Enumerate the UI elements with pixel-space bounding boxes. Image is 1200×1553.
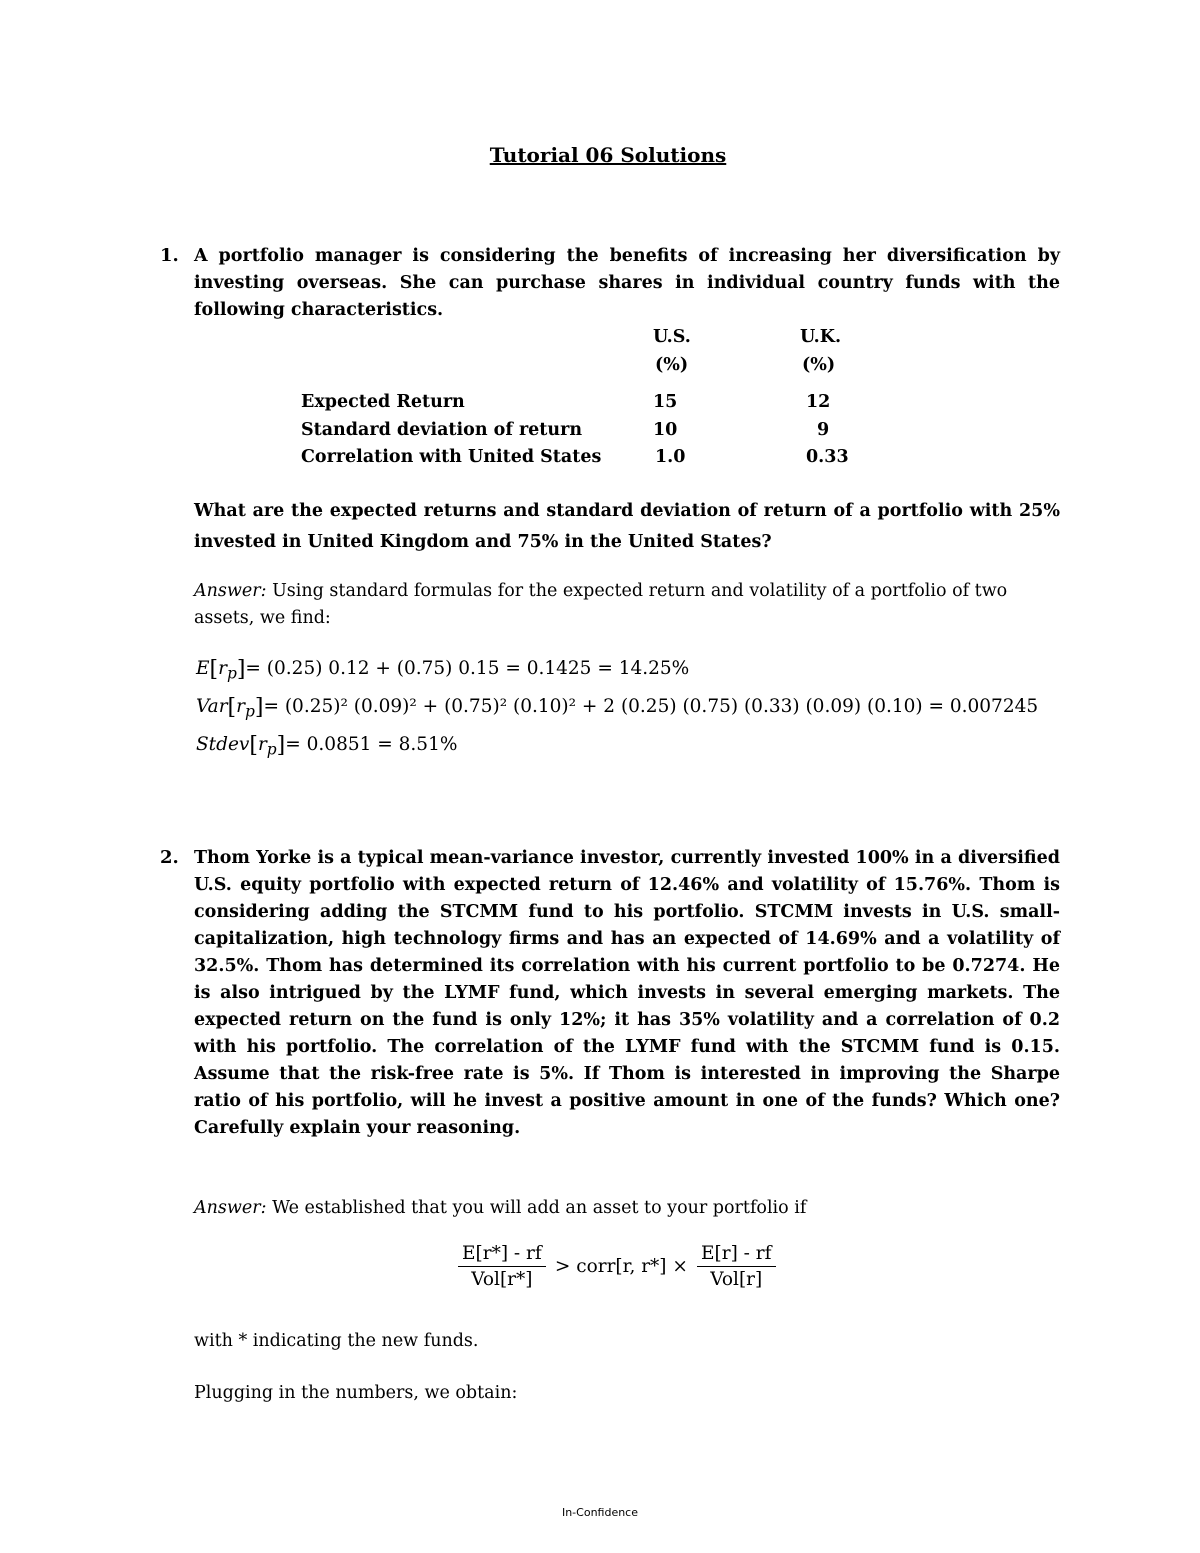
- table-cell-us: 10: [653, 420, 678, 440]
- question-1-prompt: What are the expected returns and standard deviation of return of a portfolio with 25% invested in United Kingdom and 75% in the United States?: [194, 501, 1060, 552]
- eq-rhs: = (0.25) 0.12 + (0.75) 0.15 = 0.1425 = 14.25%: [245, 658, 690, 679]
- formula-right-fraction: $\frac{E[r] - rf}{\text{Vol[r]}}$: [697, 1243, 776, 1290]
- formula-middle: > corr[r, r*] ×: [554, 1256, 688, 1277]
- page-title: Tutorial 06 Solutions: [489, 143, 727, 167]
- table-header-us: U.S.: [653, 327, 691, 347]
- table-row-label: Standard deviation of return: [301, 420, 583, 440]
- table-unit-us: (%): [655, 355, 689, 375]
- answer-1-text: Using standard formulas for the expected return and volatility of a portfolio of two assets, we find:: [194, 581, 1008, 628]
- eq-rhs: = (0.25)² (0.09)² + (0.75)² (0.10)² + 2 (0.25) (0.75) (0.33) (0.09) (0.10) = 0.007245: [263, 696, 1039, 717]
- footer-classification: In-Confidence: [561, 1506, 639, 1519]
- answer-1-paragraph: [194, 578, 1060, 632]
- question-2-text: Thom Yorke is a typical mean-variance investor, currently invested 100% in a diversified U.S. equity portfolio with expected return of 12.46% and volatility of 15.76%. Thom is considering adding the STCMM fund to his portfolio. STCMM invests in U.S. small-capitalization, high technology firms and has an expected of 14.69% and a volatility of 32.5%. Thom has determined its correlation with his current portfolio to be 0.7274. He is also intrigued by the LYMF fund, which invests in several emerging markets. The expected return on the fund is only 12%; it has 35% volatility and a correlation of 0.2 with his portfolio. The correlation of the LYMF fund with the STCMM fund is 0.15. Assume that the risk-free rate is 5%. If Thom is interested in improving the Sharpe ratio of his portfolio, will he invest a positive amount in one of the funds? Which one? Carefully explain your reasoning.: [194, 848, 1060, 1138]
- question-1-number: 1.: [160, 245, 179, 266]
- table-unit-uk: (%): [802, 355, 836, 375]
- plugging-text: Plugging in the numbers, we obtain:: [194, 1383, 518, 1403]
- table-cell-uk: 9: [817, 420, 830, 440]
- eq-lhs: Var: [196, 696, 228, 717]
- answer-2-paragraph: [194, 1195, 1060, 1222]
- table-cell-uk: 0.33: [806, 447, 849, 467]
- eq-lhs: E: [196, 658, 210, 679]
- table-cell-us: 1.0: [655, 447, 686, 467]
- question-2-number: 2.: [160, 847, 179, 868]
- table-row-label: Correlation with United States: [301, 447, 602, 467]
- table-cell-us: 15: [653, 392, 678, 412]
- table-cell-uk: 12: [806, 392, 831, 412]
- answer-label: Answer:: [194, 1198, 267, 1218]
- table-header-uk: U.K.: [800, 327, 842, 347]
- equation-stdev: $Stdev[r_p]= 0.0851 = 8.51\%$: [196, 733, 458, 759]
- answer-2-text: We established that you will add an asset to your portfolio if: [266, 1198, 807, 1218]
- answer-label: Answer:: [194, 581, 267, 601]
- eq-rhs: = 0.0851 = 8.51%: [285, 734, 458, 755]
- eq-lhs: Stdev: [196, 734, 250, 755]
- table-row-label: Expected Return: [301, 392, 465, 412]
- formula-note: with * indicating the new funds.: [194, 1331, 479, 1351]
- formula-left-fraction: $\frac{E[r*] - rf}{\text{Vol[r*]}}$: [458, 1243, 546, 1290]
- sharpe-condition-formula: [458, 1243, 776, 1290]
- equation-expected-return: $E[r_p]= (0.25) 0.12 + (0.75) 0.15 = 0.1425 = 14.25\%$: [196, 657, 690, 683]
- question-1-text: A portfolio manager is considering the benefits of increasing her diversification by investing overseas. She can purchase shares in individual country funds with the following characteristics.: [194, 246, 1060, 320]
- equation-variance: $Var[r_p]= (0.25)^2$ (0.09)² + (0.75)² (0.10)² + 2 (0.25) (0.75) (0.33) (0.09) (0.10) = 0.007245: [196, 695, 1039, 721]
